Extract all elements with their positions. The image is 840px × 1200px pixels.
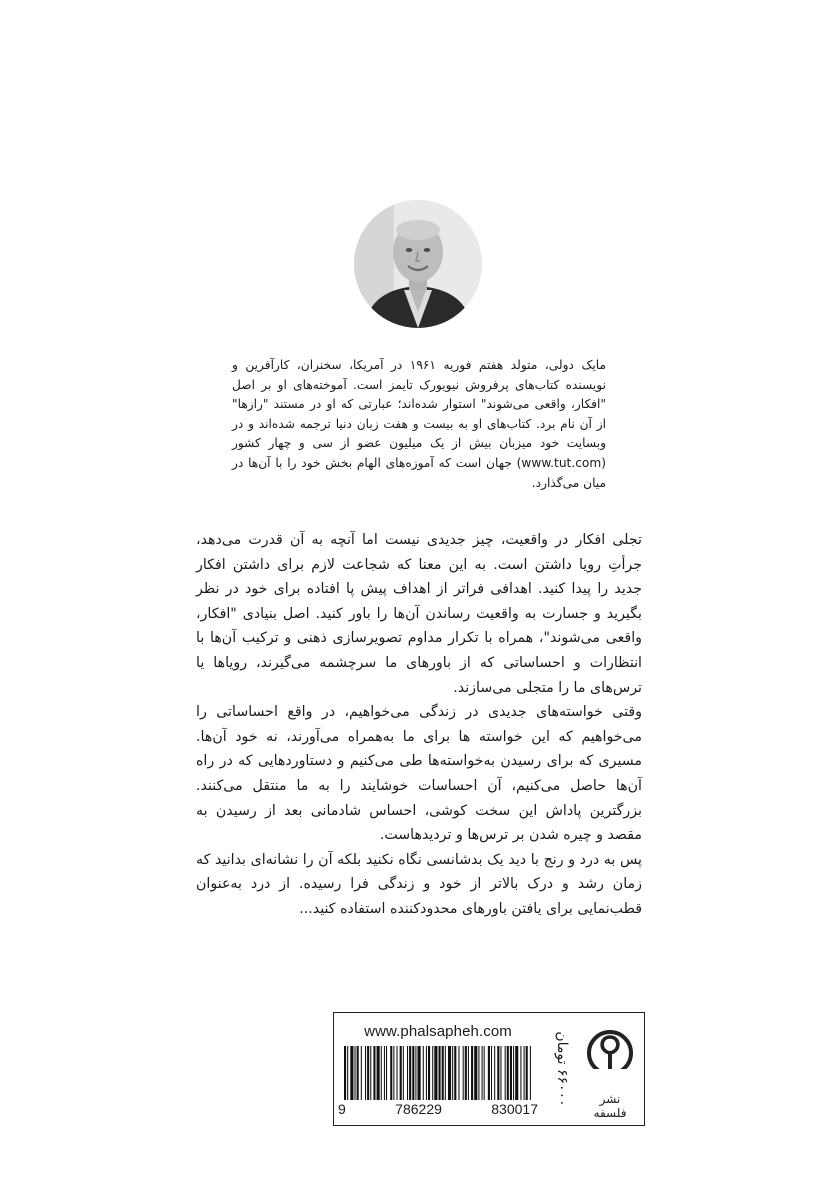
barcode-bar: [463, 1046, 464, 1100]
barcode-bar: [488, 1046, 490, 1100]
barcode-bar: [494, 1046, 495, 1100]
barcode-bar: [432, 1046, 433, 1100]
barcode-bar: [412, 1046, 414, 1100]
publisher-logo: [576, 1013, 644, 1125]
barcode-bar: [530, 1046, 531, 1100]
barcode-bar: [370, 1046, 371, 1100]
price-text: ۶۶۰۰۰ تومان: [554, 1031, 570, 1107]
barcode-bar: [434, 1046, 437, 1100]
barcode-bar: [507, 1046, 509, 1100]
barcode-bar: [381, 1046, 382, 1100]
body-paragraph-3: پس به درد و رنج با دید یک بدشانسی نگاه نکنید بلکه آن را نشانه‌ای بدانید که زمان رشد و درک بالاتر از خود و زندگی فرا رسیده. از درد به‌عنوان قطب‌نمایی برای یافتن باورهای محدودکننده استفاده کنید...: [196, 851, 642, 917]
isbn-group-2: 830017: [491, 1101, 538, 1117]
barcode-bar: [384, 1046, 385, 1100]
barcode-bar: [390, 1046, 392, 1100]
barcode-bar: [505, 1046, 506, 1100]
barcode-bar: [357, 1046, 359, 1100]
barcode-bar: [458, 1046, 459, 1100]
barcode-bar: [442, 1046, 444, 1100]
barcode-bar: [361, 1046, 362, 1100]
publisher-box: [333, 1012, 645, 1126]
barcode-bar: [344, 1046, 346, 1100]
barcode-bar: [355, 1046, 356, 1100]
barcode-bar: [397, 1046, 398, 1100]
barcode-bar: [465, 1046, 467, 1100]
barcode-bar: [347, 1046, 348, 1100]
barcode-bar: [497, 1046, 499, 1100]
barcode-bar: [452, 1046, 453, 1100]
barcode-bar: [423, 1046, 424, 1100]
barcode-bar: [418, 1046, 421, 1100]
barcode-bar: [474, 1046, 477, 1100]
barcode-bar: [526, 1046, 528, 1100]
barcode-bar: [491, 1046, 492, 1100]
publisher-url: www.phalsapheh.com: [364, 1023, 512, 1040]
barcode-bar: [367, 1046, 369, 1100]
barcode-bar: [454, 1046, 456, 1100]
barcode-bar: [365, 1046, 366, 1100]
author-bio: [232, 356, 606, 493]
barcode-bar: [471, 1046, 473, 1100]
barcode-bar: [393, 1046, 394, 1100]
isbn-barcode: [342, 1046, 532, 1100]
barcode-bar: [409, 1046, 411, 1100]
barcode-bar: [484, 1046, 485, 1100]
barcode-bar: [513, 1046, 514, 1100]
barcode-bar: [448, 1046, 451, 1100]
barcode-bar: [482, 1046, 483, 1100]
phalsapheh-logo-icon: [576, 1013, 644, 1093]
barcode-bar: [468, 1046, 469, 1100]
author-photo: [354, 200, 482, 328]
barcode-bar: [377, 1046, 380, 1100]
isbn-prefix: 9: [338, 1101, 346, 1117]
body-paragraph-1: تجلی افکار در واقعیت، چیز جدیدی نیست اما آنچه به آن قدرت می‌دهد، جرأتِ رویا داشتن است. به این معنا که شجاعت لازم برای داشتن افکار جدید را پیدا کنید. اهدافی فراتر از اهداف پیش پا افتاده برای خود در نظر بگیرید و جسارت به واقعیت رساندن آن‌ها را باور کنید. اصل بنیادی "افکار، واقعی می‌شوند"، همراه با تکرار مداوم تصویرسازی ذهنی و ترکیب آن‌ها با انتظارات و احساساتی که از باورهای ما سرچشمه می‌گیرند، رویاها یا ترس‌های ما را متجلی می‌سازند.: [196, 532, 642, 696]
barcode-bar: [478, 1046, 479, 1100]
barcode-bar: [510, 1046, 512, 1100]
barcode-bar: [520, 1046, 521, 1100]
barcode-bar: [373, 1046, 375, 1100]
barcode-bar: [500, 1046, 501, 1100]
body-paragraph-2: وقتی خواسته‌های جدیدی در زندگی می‌خواهیم، در واقع احساساتی را می‌خواهیم که این خواسته ها برای ما به‌همراه می‌آورند، نه خود آن‌ها. مسیری که برای رسیدن به‌خواسته‌ها طی می‌کنیم و دستاوردهایی که در راه آن‌ها حاصل می‌کنیم، آن احساسات خوشایند را به ما منتقل می‌کنند. بزرگترین پاداش این سخت کوشی، احساس شادمانی بعد از رسیدن به مقصد و چیره شدن بر ترس‌ها و تردیدهاست.: [196, 704, 642, 844]
publisher-name: نشر فلسفه: [593, 1092, 627, 1120]
barcode-bar: [400, 1046, 402, 1100]
barcode-bar: [386, 1046, 387, 1100]
author-bio-text: مایک دولی، متولد هفتم فوریه ۱۹۶۱ در آمریکا، سخنران، کارآفرین و نویسنده کتاب‌های پرفروش نیویورک تایمز است. آموخته‌های او بر اصل "افکار، واقعی می‌شوند" استوار شده‌اند؛ عبارتی که او در مستند "رازها" از آن نام برد. کتاب‌های او به بیست و هفت زبان دنیا ترجمه شده‌اند و در وبسایت خود میزبان بیش از یک میلیون عضو از سی و چهار کشور (www.tut.com) جهان است که آموزه‌های الهام بخش خود را با آن‌ها در میان می‌گذارد.: [232, 358, 606, 490]
back-cover-text: [196, 528, 642, 922]
barcode-bar: [445, 1046, 446, 1100]
barcode-bar: [524, 1046, 525, 1100]
barcode-bar: [415, 1046, 416, 1100]
barcode-bar: [515, 1046, 518, 1100]
isbn-group-1: 786229: [395, 1101, 442, 1117]
barcode-bar: [428, 1046, 430, 1100]
barcode-bar: [407, 1046, 408, 1100]
author-portrait-icon: [354, 200, 482, 328]
price-label: [552, 1021, 572, 1117]
barcode-bar: [426, 1046, 427, 1100]
barcode-bar: [350, 1046, 353, 1100]
isbn-digits: [338, 1101, 538, 1117]
barcode-bar: [403, 1046, 404, 1100]
barcode-bar: [439, 1046, 441, 1100]
